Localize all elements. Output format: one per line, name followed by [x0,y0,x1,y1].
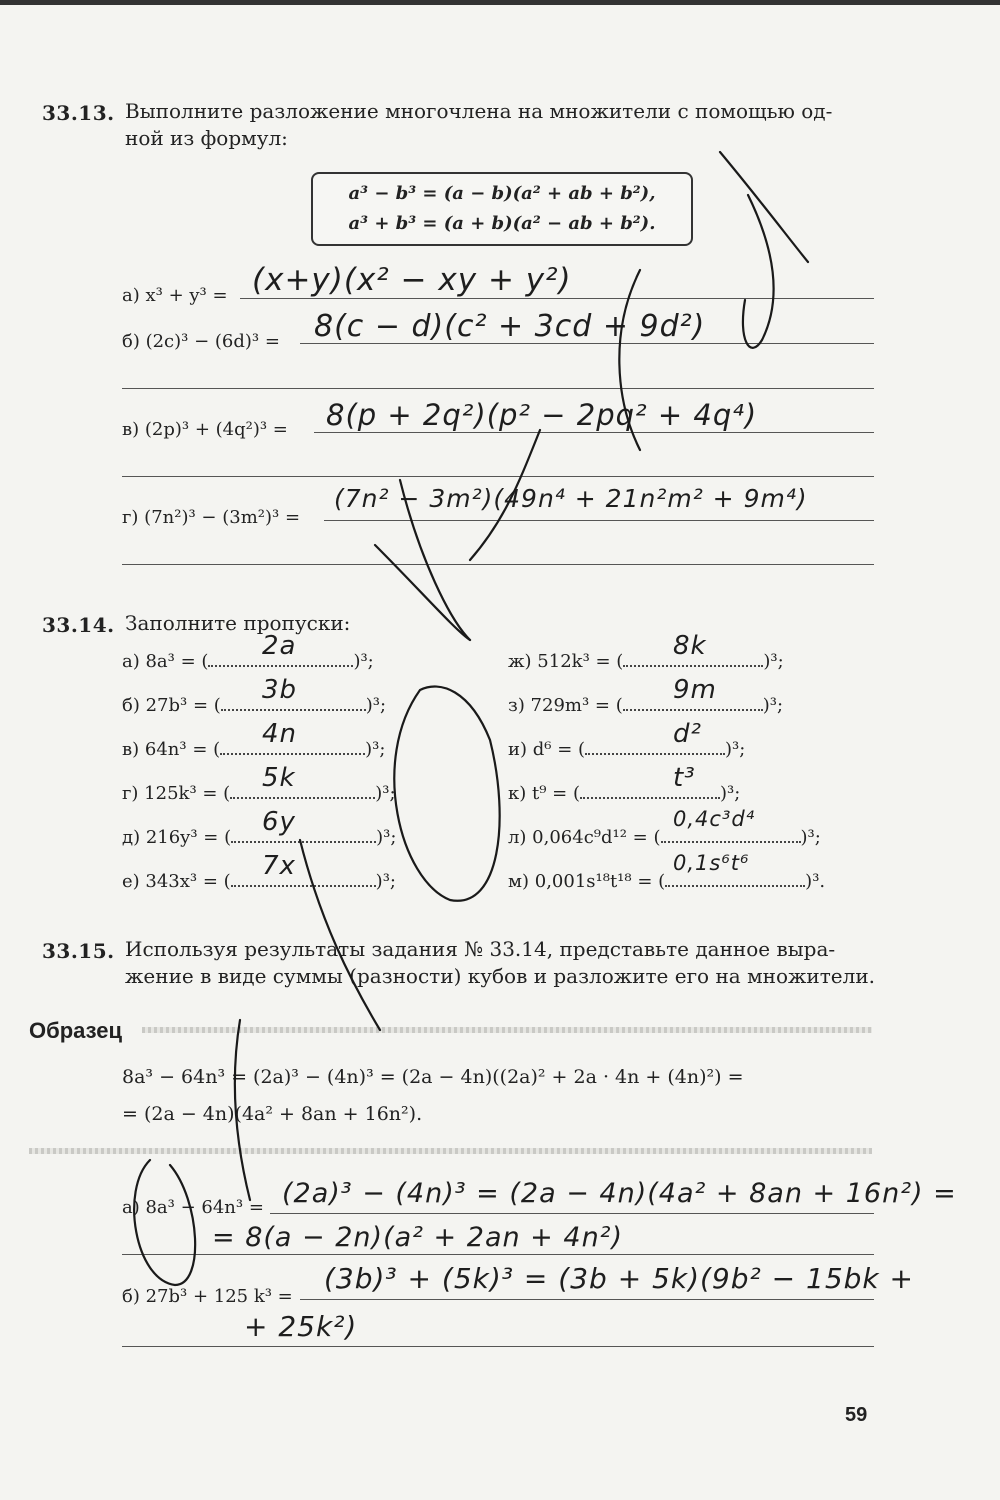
formula: a³ − b³ = (a − b)(a² + ab + b²), [348,183,656,204]
task-prompt: ной из формул: [125,126,288,150]
exercise-label: ж) 512k³ = ( [508,651,624,672]
answer-line [324,520,874,521]
task-prompt: Заполните пропуски: [125,611,351,635]
exercise-label: б) 27b³ + 125 k³ = [122,1286,293,1307]
handwritten-answer: 2a [262,631,297,661]
handwritten-answer: 5k [262,763,296,793]
sample-band [142,1027,872,1033]
sample-band [29,1148,872,1154]
answer-line [300,1299,874,1300]
scribble-stroke [300,840,380,1030]
formula-box [311,172,693,246]
exercise-label: г) (7n²)³ − (3m²)³ = [122,507,301,528]
scribble-stroke [394,687,499,901]
exercise-label: м) 0,001s¹⁸t¹⁸ = ( [508,871,666,892]
scribble-stroke [720,152,808,262]
exercise-label: б) 27b³ = ( [122,695,221,716]
exercise-label: в) (2p)³ + (4q²)³ = [122,419,288,440]
answer-line [240,298,874,299]
exercise-suffix: )³; [763,651,784,672]
fill-in-row [508,871,825,892]
task-number: 33.15. [42,939,115,963]
task-prompt: Используя результаты задания № 33.14, представьте данное выра- [125,937,836,961]
scribble-stroke [375,545,470,640]
blank-field[interactable] [230,783,375,799]
fill-in-row [508,651,784,672]
blank-field[interactable] [231,871,376,887]
exercise-label: г) 125k³ = ( [122,783,231,804]
top-border [0,0,1000,5]
fill-in-row [122,695,386,716]
handwritten-answer: (7n² − 3m²)(49n⁴ + 21n²m² + 9m⁴) [334,484,808,513]
answer-line [122,388,874,389]
handwritten-answer: 3b [262,675,298,705]
answer-line [314,432,874,433]
handwritten-answer: 7x [262,851,296,881]
handwritten-answer: (3b)³ + (5k)³ = (3b + 5k)(9b² − 15bk + [324,1262,914,1295]
handwritten-answer: 8(c − d)(c² + 3cd + 9d²) [314,309,706,344]
exercise-suffix: )³; [353,651,374,672]
exercise-suffix: )³; [725,739,746,760]
scribble-stroke [134,1160,195,1285]
scribble-stroke [743,195,774,348]
fill-in-row [508,695,783,716]
sample-formula: 8a³ − 64n³ = (2a)³ − (4n)³ = (2a − 4n)((2a)² + 2a · 4n + (4n)²) = [122,1066,744,1088]
answer-line [122,1254,874,1255]
page-number: 59 [845,1404,868,1426]
task-prompt: Выполните разложение многочлена на множители с помощью од- [125,99,833,123]
handwritten-answer: 9m [673,675,717,705]
exercise-label: а) 8a³ = ( [122,651,209,672]
handwritten-answer: = 8(a − 2n)(a² + 2an + 4n²) [212,1222,624,1253]
exercise-label: е) 343x³ = ( [122,871,231,892]
exercise-label: а) 8a³ − 64n³ = [122,1197,264,1218]
fill-in-row [122,783,396,804]
handwritten-answer: (x+y)(x² − xy + y²) [252,262,572,298]
blank-field[interactable] [580,783,720,799]
exercise-label: л) 0,064c⁹d¹² = ( [508,827,661,848]
fill-in-row [122,739,385,760]
exercise-suffix: )³; [720,783,741,804]
sample-formula: = (2a − 4n)(4a² + 8an + 16n²). [122,1103,423,1125]
exercise-suffix: )³; [365,739,386,760]
task-prompt: жение в виде суммы (разности) кубов и разложите его на множители. [125,964,876,988]
exercise-suffix: )³; [375,871,396,892]
handwritten-answer: 0,1s⁶t⁶ [673,851,750,875]
handwritten-answer: 6y [262,807,296,837]
handwritten-answer: 0,4c³d⁴ [673,807,756,831]
task-number: 33.13. [42,101,115,125]
exercise-label: и) d⁶ = ( [508,739,586,760]
blank-field[interactable] [231,827,376,843]
exercise-label: б) (2c)³ − (6d)³ = [122,331,280,352]
exercise-label: к) t⁹ = ( [508,783,580,804]
formula: a³ + b³ = (a + b)(a² − ab + b²). [348,213,656,234]
handwritten-answer: 8(p + 2q²)(p² − 2pq² + 4q⁴) [326,398,758,432]
answer-line [270,1213,874,1214]
fill-in-row [122,871,396,892]
handwritten-answer: 4n [262,719,298,749]
handwritten-answer: t³ [673,763,696,793]
exercise-suffix: )³; [376,827,397,848]
exercise-suffix: )³; [365,695,387,716]
fill-in-row [508,827,821,848]
fill-in-row [122,827,396,848]
exercise-suffix: )³; [762,695,784,716]
exercise-label: д) 216y³ = ( [122,827,232,848]
exercise-suffix: )³. [805,871,826,892]
sample-title: Образец [29,1018,123,1043]
handwritten-answer: (2a)³ − (4n)³ = (2a − 4n)(4a² + 8an + 16n²) = [282,1178,957,1209]
blank-field[interactable] [585,739,725,755]
handwritten-answer: d² [673,719,702,749]
handwritten-answer: 8k [673,631,707,661]
fill-in-row [508,783,740,804]
fill-in-row [508,739,745,760]
answer-line [122,564,874,565]
handwritten-answer: + 25k²) [244,1310,358,1343]
exercise-label: в) 64n³ = ( [122,739,221,760]
exercise-suffix: )³; [375,783,396,804]
answer-line [122,476,874,477]
exercise-label: з) 729m³ = ( [508,695,623,716]
fill-in-row [122,651,374,672]
task-number: 33.14. [42,613,115,637]
answer-line [122,1346,874,1347]
exercise-suffix: )³; [800,827,821,848]
exercise-label: а) x³ + y³ = [122,285,228,306]
